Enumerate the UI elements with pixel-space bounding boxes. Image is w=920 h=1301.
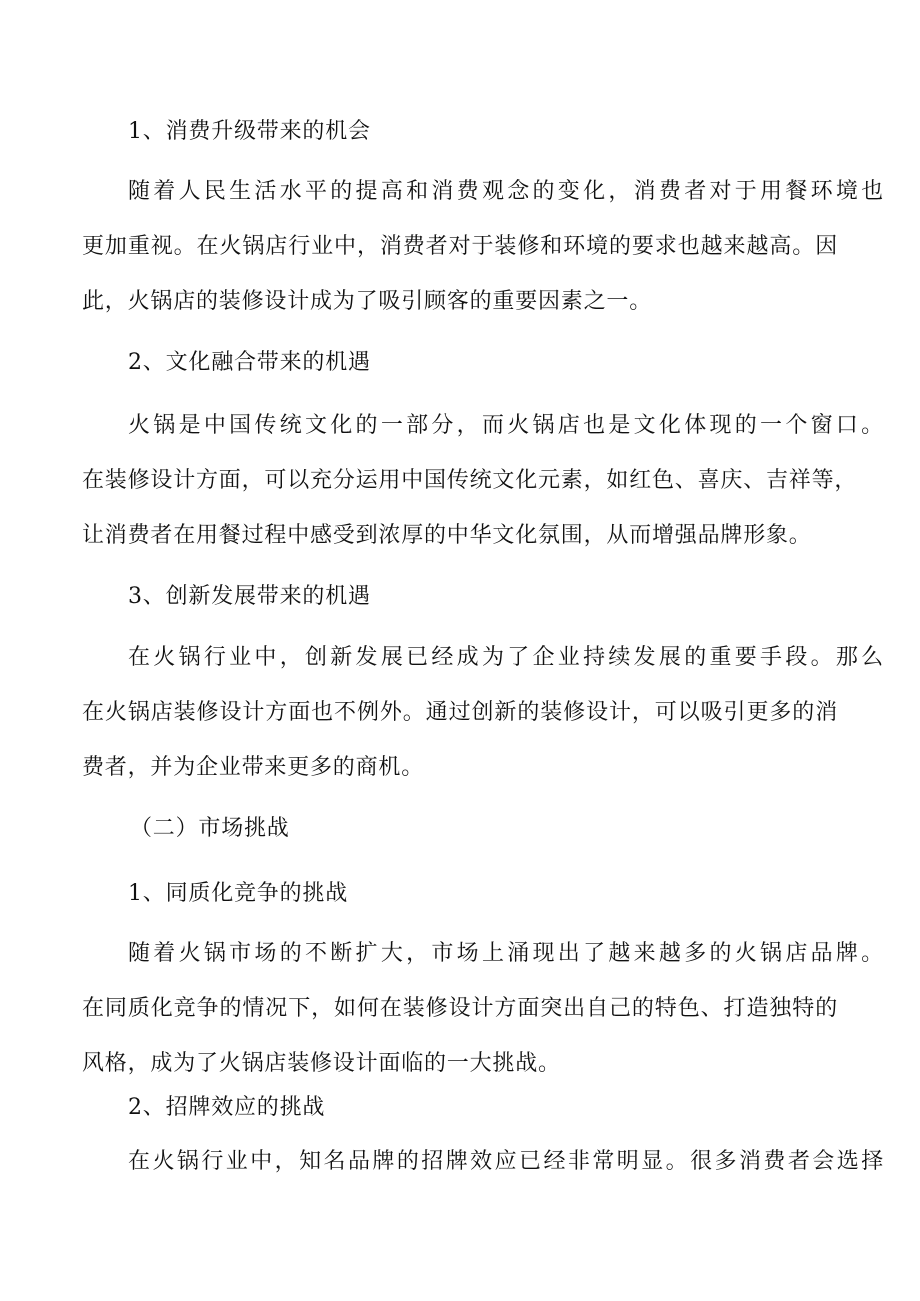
section-heading-cultural-fusion: 2、文化融合带来的机遇 xyxy=(128,350,371,375)
section-heading-homogeneous-competition: 1、同质化竞争的挑战 xyxy=(128,881,348,906)
paragraph-line: 此，火锅店的装修设计成为了吸引顾客的重要因素之一。 xyxy=(82,289,653,314)
section-heading-brand-effect: 2、招牌效应的挑战 xyxy=(128,1095,326,1120)
paragraph-line: 随着火锅市场的不断扩大，市场上涌现出了越来越多的火锅店品牌。 xyxy=(128,941,884,966)
paragraph-line: 在火锅店装修设计方面也不例外。通过创新的装修设计，可以吸引更多的消 xyxy=(82,700,838,725)
paragraph-line: 火锅是中国传统文化的一部分，而火锅店也是文化体现的一个窗口。 xyxy=(128,413,884,438)
paragraph-line: 在火锅行业中，创新发展已经成为了企业持续发展的重要手段。那么 xyxy=(128,645,884,670)
subsection-heading-market-challenges: （二）市场挑战 xyxy=(130,816,290,841)
paragraph-line: 在装修设计方面，可以充分运用中国传统文化元素，如红色、喜庆、吉祥等， xyxy=(82,468,858,493)
section-heading-consumption-upgrade: 1、消费升级带来的机会 xyxy=(128,119,371,144)
paragraph-line: 费者，并为企业带来更多的商机。 xyxy=(82,755,425,780)
paragraph-line: 风格，成为了火锅店装修设计面临的一大挑战。 xyxy=(82,1051,561,1076)
paragraph-line: 在火锅行业中，知名品牌的招牌效应已经非常明显。很多消费者会选择 xyxy=(128,1149,884,1174)
paragraph-line: 更加重视。在火锅店行业中，消费者对于装修和环境的要求也越来越高。因 xyxy=(82,234,838,259)
paragraph-line: 随着人民生活水平的提高和消费观念的变化，消费者对于用餐环境也 xyxy=(128,179,884,204)
section-heading-innovation: 3、创新发展带来的机遇 xyxy=(128,584,371,609)
paragraph-line: 在同质化竞争的情况下，如何在装修设计方面突出自己的特色、打造独特的 xyxy=(82,996,838,1021)
paragraph-line: 让消费者在用餐过程中感受到浓厚的中华文化氛围，从而增强品牌形象。 xyxy=(82,523,812,548)
